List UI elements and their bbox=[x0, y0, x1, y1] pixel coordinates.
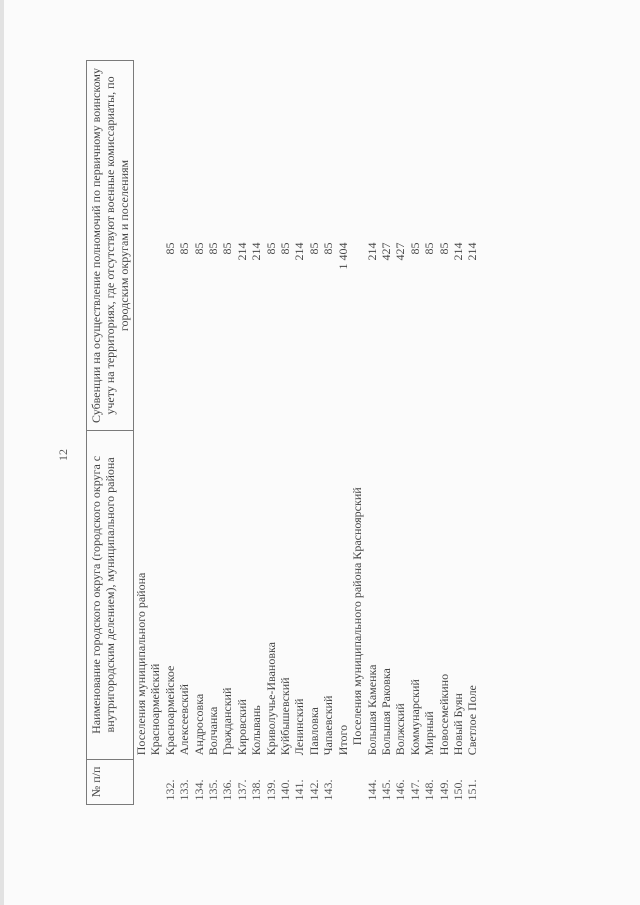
row-name: Волчанка bbox=[206, 706, 221, 756]
row-amount: 427 bbox=[378, 242, 393, 261]
scan-edge bbox=[0, 0, 4, 905]
row-amount: 214 bbox=[450, 242, 465, 261]
rotated-page bbox=[56, 45, 616, 805]
row-name: Гражданский bbox=[220, 687, 235, 756]
row-name: Новосемейкино bbox=[436, 673, 451, 756]
table-row bbox=[206, 61, 220, 805]
row-name: Кировский bbox=[234, 699, 249, 756]
table-row bbox=[220, 61, 234, 805]
table-row bbox=[422, 61, 436, 805]
row-number bbox=[350, 759, 364, 804]
row-number: 141. bbox=[292, 779, 307, 801]
table-row bbox=[177, 61, 191, 805]
row-number: 134. bbox=[191, 779, 206, 801]
row-amount: 427 bbox=[393, 242, 408, 261]
table-row bbox=[163, 61, 177, 805]
section-row bbox=[350, 61, 364, 805]
table-row bbox=[321, 61, 335, 805]
row-name: Алексеевский bbox=[177, 684, 192, 756]
row-name: Павловка bbox=[306, 707, 321, 756]
row-name: Итого bbox=[335, 724, 350, 756]
row-number: 135. bbox=[206, 779, 221, 801]
table-row bbox=[249, 61, 263, 805]
row-amount: 85 bbox=[422, 242, 437, 255]
row-number bbox=[148, 759, 162, 804]
row-number: 148. bbox=[422, 779, 437, 801]
row-amount: 214 bbox=[364, 242, 379, 261]
header-name: Наименование городского округа (городского округа с внутригородским делением), муниципального района bbox=[87, 431, 134, 760]
row-amount: 214 bbox=[465, 242, 480, 261]
row-name: Большая Раковка bbox=[378, 668, 393, 756]
row-amount: 85 bbox=[177, 242, 192, 255]
table-row bbox=[192, 61, 206, 805]
row-amount: 85 bbox=[263, 242, 278, 255]
row-name: Андросовка bbox=[191, 693, 206, 756]
header-amount: Субвенции на осуществление полномочий по первичному воинскому учету на территориях, где отсутствуют военные комиссариаты, по городским округам и поселениям bbox=[87, 61, 134, 431]
table-row bbox=[451, 61, 465, 805]
row-number: 143. bbox=[321, 779, 336, 801]
subvention-table bbox=[86, 60, 480, 805]
page-number: 12 bbox=[56, 449, 70, 461]
row-number: 149. bbox=[436, 779, 451, 801]
row-name: Мирный bbox=[422, 711, 437, 756]
table-row bbox=[235, 61, 249, 805]
row-number: 133. bbox=[177, 779, 192, 801]
row-amount: 85 bbox=[306, 242, 321, 255]
row-number: 140. bbox=[278, 779, 293, 801]
row-number: 139. bbox=[263, 779, 278, 801]
table-row bbox=[307, 61, 321, 805]
table-row bbox=[465, 61, 479, 805]
row-number: 147. bbox=[407, 779, 422, 801]
row-number: 144. bbox=[364, 779, 379, 801]
row-name: Куйбышевский bbox=[278, 677, 293, 756]
row-name: Новый Буян bbox=[450, 693, 465, 756]
row-amount: 85 bbox=[162, 242, 177, 255]
section-row bbox=[148, 61, 162, 805]
table-row bbox=[393, 61, 407, 805]
row-name: Чапаевский bbox=[321, 695, 336, 756]
row-number: 132. bbox=[162, 779, 177, 801]
table-row bbox=[379, 61, 393, 805]
table-row bbox=[292, 61, 306, 805]
row-name: Поселения муниципального района Красноярский bbox=[350, 487, 365, 746]
row-number: 151. bbox=[465, 779, 480, 801]
table-row bbox=[278, 61, 292, 805]
row-number bbox=[134, 759, 149, 804]
row-name: Красноармейский bbox=[148, 663, 163, 756]
table-row bbox=[408, 61, 422, 805]
total-row bbox=[336, 61, 350, 805]
row-number: 145. bbox=[378, 779, 393, 801]
row-number: 142. bbox=[306, 779, 321, 801]
row-name: Коммунарский bbox=[407, 679, 422, 756]
table-row bbox=[437, 61, 451, 805]
row-amount bbox=[134, 61, 149, 431]
row-name: Волжский bbox=[393, 703, 408, 756]
row-amount: 85 bbox=[321, 242, 336, 255]
row-amount: 1 404 bbox=[335, 242, 350, 270]
row-name: Ленинский bbox=[292, 698, 307, 756]
row-name: Светлое Поле bbox=[465, 685, 480, 756]
row-amount: 214 bbox=[249, 242, 264, 261]
row-number: 138. bbox=[249, 779, 264, 801]
row-name: Криволучье-Ивановка bbox=[263, 642, 278, 756]
row-amount bbox=[148, 61, 162, 431]
row-amount: 214 bbox=[292, 242, 307, 261]
row-amount: 214 bbox=[234, 242, 249, 261]
row-name: Большая Каменка bbox=[364, 664, 379, 756]
row-amount: 85 bbox=[278, 242, 293, 255]
row-amount: 85 bbox=[407, 242, 422, 255]
row-amount: 85 bbox=[191, 242, 206, 255]
row-number: 146. bbox=[393, 779, 408, 801]
header-num: № п/п bbox=[87, 759, 134, 804]
table-header-row bbox=[87, 61, 134, 805]
row-number bbox=[336, 759, 350, 804]
row-amount bbox=[350, 61, 364, 431]
row-name: Красноармейское bbox=[162, 665, 177, 756]
row-number: 136. bbox=[220, 779, 235, 801]
section-row bbox=[134, 61, 149, 805]
table-row bbox=[264, 61, 278, 805]
row-amount: 85 bbox=[436, 242, 451, 255]
table-body bbox=[134, 61, 480, 805]
row-name: Колывань bbox=[249, 705, 264, 756]
row-amount: 85 bbox=[220, 242, 235, 255]
table-row bbox=[365, 61, 379, 805]
row-number: 137. bbox=[234, 779, 249, 801]
row-number: 150. bbox=[450, 779, 465, 801]
row-amount: 85 bbox=[206, 242, 221, 255]
row-name: Поселения муниципального района bbox=[134, 572, 148, 756]
